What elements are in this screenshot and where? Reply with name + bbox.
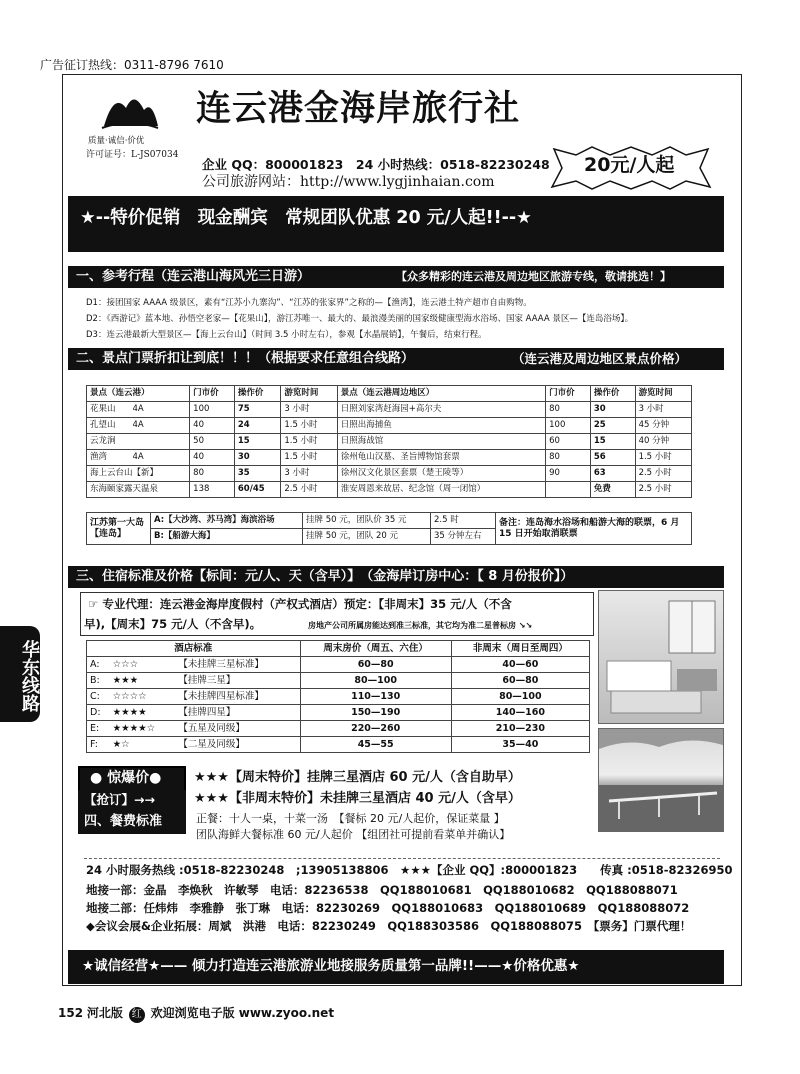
- cell: 100: [546, 418, 591, 434]
- cell: 1.5 小时: [281, 418, 337, 434]
- cell: 日照海战馆: [337, 434, 545, 450]
- cell: 25: [590, 418, 635, 434]
- cell: 2.5 小时: [635, 482, 691, 498]
- contact-divider: [84, 858, 720, 859]
- cell: 40: [190, 418, 235, 434]
- bottom-banner: ★诚信经营★—— 倾力打造连云港旅游业地接服务质量第一品牌!!——★价格优惠★: [68, 950, 724, 984]
- cell: 63: [590, 466, 635, 482]
- col-header: 景点（连云港）: [87, 386, 190, 402]
- cell: 3 小时: [281, 466, 337, 482]
- meal-standard-line-2: 团队海鲜大餐标准 60 元/人起价 【组团社可提前看菜单并确认】: [196, 828, 511, 841]
- red-badge-icon: 红: [129, 1007, 145, 1023]
- page-number: 152: [58, 1006, 84, 1020]
- agency-name: 连云港金海岸旅行社: [196, 89, 521, 129]
- cell: 110—130: [300, 689, 451, 705]
- section-hotel-header: 三、住宿标准及价格【标间：元/人、天（含早）】 （金海岸订房中心：【 8 月份报价】）: [68, 566, 724, 588]
- cell: 40—60: [451, 657, 589, 673]
- cell: ★★★★☆: [110, 721, 176, 737]
- itinerary-day-2: D2：《西游记》蓝本地、孙悟空老家—【花果山】，游江苏唯一、最大的、最浪漫美丽的国家级健康型海水浴场、国家 AAAA 景区—【连岛浴场】。: [86, 314, 634, 324]
- hotel-room-photo: [598, 590, 724, 724]
- table-row: [87, 418, 692, 434]
- hotel-agent-note: 房地产公司所属房能达到准三标准，其它均为准二星普标房 ↘↘: [308, 621, 533, 630]
- cell: 日照出海捕鱼: [337, 418, 545, 434]
- cell: C:: [87, 689, 110, 705]
- contact-dept-1: 地接一部：金晶 李焕秋 许敏琴 电话：82236538 QQ188010681 QQ188010682 QQ188088071: [86, 883, 678, 897]
- cell: 80: [546, 450, 591, 466]
- hotel-agent-line-2: 早),【周末】75 元/人（不含早)。: [84, 617, 262, 631]
- agency-motto: 质量·诚信·价优: [88, 136, 145, 146]
- section-tickets-note: （连云港及周边地区景点价格）: [512, 351, 688, 366]
- cell: 80: [546, 402, 591, 418]
- meal-section-title: 四、餐费标准: [78, 810, 186, 834]
- cell: 220—260: [300, 721, 451, 737]
- island-option-b: B:【船游大海】: [151, 529, 303, 545]
- seaside-pier-photo: [598, 728, 724, 832]
- contact-dept-2: 地接二部：任炜炜 李雅静 张丁琳 电话：82230269 QQ188010683 QQ188010689 QQ188088072: [86, 901, 690, 915]
- page-footer: [58, 1006, 334, 1023]
- cell: 日照刘家湾赶海园+高尔夫: [337, 402, 545, 418]
- cell: 徐州龟山汉墓、圣旨博物馆套票: [337, 450, 545, 466]
- cell: ☆☆☆☆: [110, 689, 176, 705]
- east-china-routes-tab[interactable]: 华东线路: [0, 626, 40, 722]
- cell: 3 小时: [635, 402, 691, 418]
- table-row: [87, 737, 590, 753]
- cell: ★☆: [110, 737, 176, 753]
- cell: 80—100: [300, 673, 451, 689]
- cell: 35: [234, 466, 280, 482]
- cell: E:: [87, 721, 110, 737]
- cell: 【五星及同级】: [175, 721, 300, 737]
- col-header: 非周末（周日至周四）: [451, 641, 589, 657]
- island-option-a: A:【大沙湾、苏马湾】海滨浴场: [151, 513, 303, 529]
- seaside-pier-illustration: [599, 729, 723, 831]
- col-header: 游览时间: [281, 386, 337, 402]
- cell: 60—80: [451, 673, 589, 689]
- cell: 2.5 小时: [635, 466, 691, 482]
- table-row: [87, 673, 590, 689]
- cell: 40 分钟: [635, 434, 691, 450]
- cell: 免费: [590, 482, 635, 498]
- contact-hotline: 24 小时服务热线 :0518-82230248 ;13905138806 ★★★【企业 QQ】:800001823 传真 :0518-82326950: [86, 863, 733, 877]
- table-row: [87, 434, 692, 450]
- section-itinerary-note: 【众多精彩的连云港及周边地区旅游专线，敬请挑选！】: [396, 270, 671, 283]
- price-badge: 20元/人起: [584, 154, 675, 176]
- license-number: 许可证号：L-JS07034: [86, 150, 179, 160]
- cell: 孔望山 4A: [87, 418, 190, 434]
- table-row: [87, 689, 590, 705]
- cell: ☆☆☆: [110, 657, 176, 673]
- agency-website[interactable]: 公司旅游网站：http://www.lygjinhaian.com: [202, 174, 495, 190]
- table-row: [87, 402, 692, 418]
- hotel-agent-line-1: [88, 598, 512, 612]
- cell: ★★★★: [110, 705, 176, 721]
- cell: D:: [87, 705, 110, 721]
- weekday-deal: ★★★【非周末特价】未挂牌三星酒店 40 元/人（含早）: [194, 791, 521, 806]
- itinerary-day-3: D3：连云港最新大型景区—【海上云台山】（时间 3.5 小时左右），参观【水晶展销】，午餐后，结束行程。: [86, 330, 487, 340]
- table-row: [87, 657, 590, 673]
- footer-text[interactable]: 欢迎浏览电子版 www.zyoo.net: [150, 1006, 335, 1020]
- cell: 【未挂牌三星标准】: [175, 657, 300, 673]
- agency-qq-hotline: 企业 QQ：800001823 24 小时热线：0518-82230248: [202, 157, 550, 172]
- cell: 云龙涧: [87, 434, 190, 450]
- island-remark: 备注：连岛海水浴场和船游大海的联票，6 月 15 日开始取消联票: [496, 513, 692, 545]
- cell: 【挂牌四星】: [175, 705, 300, 721]
- ticket-price-table: [86, 385, 692, 498]
- cell: [546, 482, 591, 498]
- section-tickets-header: [68, 348, 724, 370]
- table-row: [87, 450, 692, 466]
- cell: 【未挂牌四星标准】: [175, 689, 300, 705]
- cell: 30: [590, 402, 635, 418]
- col-header: 操作价: [590, 386, 635, 402]
- cell: 【挂牌三星】: [175, 673, 300, 689]
- cell: 60—80: [300, 657, 451, 673]
- pointer-icon: ☞: [88, 597, 103, 611]
- cell: 35—40: [451, 737, 589, 753]
- island-option-a-time: 2.5 时: [431, 513, 496, 529]
- cell: 渔湾 4A: [87, 450, 190, 466]
- grab-booking-label: 【抢订】→→: [78, 790, 186, 810]
- cell: 15: [234, 434, 280, 450]
- cell: 210—230: [451, 721, 589, 737]
- cell: 56: [590, 450, 635, 466]
- island-label: 江苏第一大岛【连岛】: [87, 513, 151, 545]
- hotel-price-table: [86, 640, 590, 753]
- island-option-a-price: 挂牌 50 元，团队价 35 元: [303, 513, 431, 529]
- agency-logo: [100, 88, 160, 132]
- cell: 80—100: [451, 689, 589, 705]
- table-header-row: [87, 386, 692, 402]
- section-itinerary-header: [68, 266, 724, 288]
- cell: B:: [87, 673, 110, 689]
- cell: 2.5 小时: [281, 482, 337, 498]
- cell: 海上云台山【新】: [87, 466, 190, 482]
- cell: 60/45: [234, 482, 280, 498]
- cell: 淮安周恩来故居、纪念馆（周一闭馆）: [337, 482, 545, 498]
- cell: 3 小时: [281, 402, 337, 418]
- cell: 1.5 小时: [635, 450, 691, 466]
- itinerary-day-1: D1：接团国家 AAAA 级景区，素有“江苏小九寨沟”、“江苏的张家界”之称的—【渔湾】，连云港土特产超市自由购物。: [86, 298, 532, 308]
- cell: 138: [190, 482, 235, 498]
- cell: 140—160: [451, 705, 589, 721]
- col-header: 周末房价（周五、六住）: [300, 641, 451, 657]
- cell: 80: [190, 466, 235, 482]
- cell: 45 分钟: [635, 418, 691, 434]
- promo-banner: ★--特价促销 现金酬宾 常规团队优惠 20 元/人起!!--★: [68, 196, 724, 252]
- section-itinerary-title: 一、参考行程（连云港山海风光三日游）: [76, 269, 311, 284]
- cell: A:: [87, 657, 110, 673]
- cell: 75: [234, 402, 280, 418]
- cell: 90: [546, 466, 591, 482]
- cell: F:: [87, 737, 110, 753]
- cell: 45—55: [300, 737, 451, 753]
- cell: 150—190: [300, 705, 451, 721]
- table-row: [87, 721, 590, 737]
- table-header-row: [87, 641, 590, 657]
- col-header: 景点（连云港周边地区）: [337, 386, 545, 402]
- col-header: 酒店标准: [87, 641, 301, 657]
- ad-hotline: 广告征订热线：0311-8796 7610: [40, 58, 224, 72]
- col-header: 操作价: [234, 386, 280, 402]
- table-row: [87, 466, 692, 482]
- weekend-deal: ★★★【周末特价】挂牌三星酒店 60 元/人（含自助早）: [194, 770, 521, 785]
- contact-meetings: ◆会议会展&企业拓展：周斌 洪港 电话：82230249 QQ188303586 QQ188088075 【票务】门票代理！: [86, 919, 692, 933]
- cell: 40: [190, 450, 235, 466]
- cell: 1.5 小时: [281, 450, 337, 466]
- col-header: 门市价: [190, 386, 235, 402]
- cell: 1.5 小时: [281, 434, 337, 450]
- table-row: [87, 513, 692, 529]
- island-option-b-time: 35 分钟左右: [431, 529, 496, 545]
- table-row: [87, 482, 692, 498]
- meal-standard-line-1: 正餐：十人一桌，十菜一汤 【餐标 20 元/人起价，保证菜量 】: [196, 812, 505, 825]
- island-option-b-price: 挂牌 50 元，团队 20 元: [303, 529, 431, 545]
- cell: 【二星及同级】: [175, 737, 300, 753]
- cell: 60: [546, 434, 591, 450]
- cell: 东海颐家露天温泉: [87, 482, 190, 498]
- cell: 徐州汉文化景区套票（楚王陵等）: [337, 466, 545, 482]
- cell: 100: [190, 402, 235, 418]
- cell: 30: [234, 450, 280, 466]
- table-row: [87, 705, 590, 721]
- section-tickets-title: 二、景点门票折扣让到底！！！（根据要求任意组合线路）: [76, 351, 415, 366]
- cell: 50: [190, 434, 235, 450]
- col-header: 门市价: [546, 386, 591, 402]
- cell: 24: [234, 418, 280, 434]
- hotel-agent-text-1: 专业代理：连云港金海岸度假村（产权式酒店）预定：【非周末】35 元/人（不含: [102, 597, 512, 611]
- cell: ★★★: [110, 673, 176, 689]
- hotel-room-illustration: [599, 591, 723, 723]
- cell: 15: [590, 434, 635, 450]
- edition-label: 河北版: [86, 1006, 123, 1020]
- col-header: 游览时间: [635, 386, 691, 402]
- island-ticket-table: [86, 512, 692, 545]
- cell: 花果山 4A: [87, 402, 190, 418]
- hot-deal-label: ● 惊爆价●: [78, 766, 186, 792]
